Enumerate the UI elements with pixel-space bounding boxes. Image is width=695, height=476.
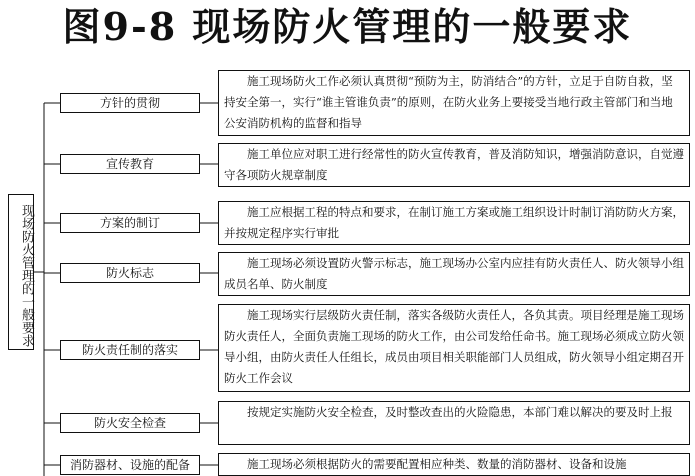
category-box: 防火责任制的落实 xyxy=(60,340,200,360)
category-box: 防火标志 xyxy=(60,263,200,283)
description-box: 施工现场防火工作必须认真贯彻“预防为主，防消结合”的方针，立足于自防自救，坚持安全第一，实行“谁主管谁负责”的原则，在防火业务上要接受当地行政主管部门和当地公安消防机构的监督和指导 xyxy=(218,70,690,136)
description-box: 施工现场必须设置防火警示标志，施工现场办公室内应挂有防火责任人、防火领导小组成员名单、防火制度 xyxy=(218,252,690,296)
category-box: 宣传教育 xyxy=(60,154,200,174)
description-box: 施工单位应对职工进行经常性的防火宣传教育，普及消防知识，增强消防意识，自觉遵守各项防火规章制度 xyxy=(218,143,690,187)
description-box: 施工现场实行层级防火责任制，落实各级防火责任人，各负其责。项目经理是施工现场防火责任人，全面负责施工现场的防火工作，由公司发给任命书。施工现场必须成立防火领导小组，由防火责任人任组长，成员由项目相关职能部门人员组成，防火领导小组定期召开防火工作会议 xyxy=(218,304,690,392)
description-box: 施工现场必须根据防火的需要配置相应种类、数量的消防器材、设备和设施 xyxy=(218,453,690,476)
root-node: 现场防火管理的一般要求 xyxy=(8,194,34,350)
category-box: 防火安全检查 xyxy=(60,413,200,433)
category-box: 方案的制订 xyxy=(60,213,200,233)
description-box: 施工应根据工程的特点和要求，在制订施工方案或施工组织设计时制订消防防火方案，并按规定程序实行审批 xyxy=(218,201,690,245)
diagram-title: 图9-8 现场防火管理的一般要求 xyxy=(62,4,633,49)
category-box: 方针的贯彻 xyxy=(60,93,200,113)
category-box: 消防器材、设施的配备 xyxy=(60,455,200,475)
description-box: 按规定实施防火安全检查，及时整改查出的火险隐患，本部门难以解决的要及时上报 xyxy=(218,401,690,445)
